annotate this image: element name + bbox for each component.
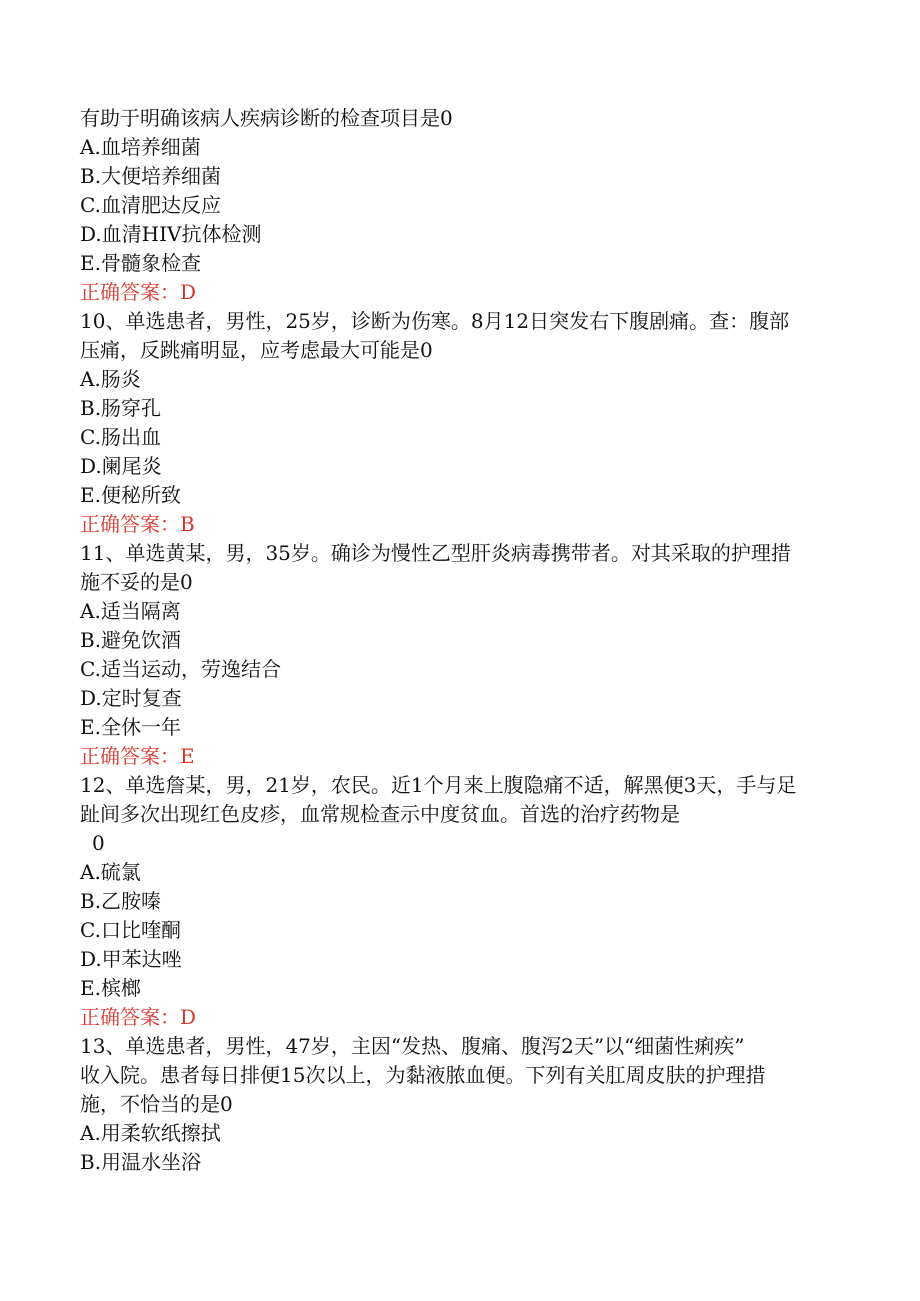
option-a: A.适当隔离 — [80, 599, 181, 623]
question-11-text: 11、单选黄某，男，35岁。确诊为慢性乙型肝炎病毒携带者。对其采取的护理措 — [80, 541, 791, 565]
correct-answer: 正确答案：D — [80, 280, 197, 304]
question-10-text-cont: 压痛，反跳痛明显，应考虑最大可能是0 — [80, 338, 433, 362]
question-11-text-cont: 施不妥的是0 — [80, 570, 193, 594]
question-12-text: 12、单选詹某，男，21岁，农民。近1个月来上腹隐痛不适，解黑便3天，手与足 — [80, 773, 797, 797]
option-d: D.阑尾炎 — [80, 454, 162, 478]
option-a: A.血培养细菌 — [80, 135, 201, 159]
question-13-text-cont: 收入院。患者每日排便15次以上，为黏液脓血便。下列有关肛周皮肤的护理措 — [80, 1063, 766, 1087]
option-a: A.用柔软纸擦拭 — [80, 1121, 221, 1145]
question-text: 有助于明确该病人疾病诊断的检查项目是0 — [80, 106, 453, 130]
correct-answer: 正确答案：D — [80, 1005, 197, 1029]
option-a: A.肠炎 — [80, 367, 141, 391]
option-e: E.骨髓象检查 — [80, 251, 201, 275]
option-b: B.用温水坐浴 — [80, 1150, 202, 1174]
option-c: C.适当运动，劳逸结合 — [80, 657, 281, 681]
option-e: E.全休一年 — [80, 715, 181, 739]
option-d: D.血清HIV抗体检测 — [80, 222, 262, 246]
option-a: A.硫氯 — [80, 860, 141, 884]
question-13-text-end: 施，不恰当的是0 — [80, 1092, 233, 1116]
question-10-text: 10、单选患者，男性，25岁，诊断为伤寒。8月12日突发右下腹剧痛。查：腹部 — [80, 309, 790, 333]
option-b: B.避免饮酒 — [80, 628, 182, 652]
question-12-text-cont: 趾间多次出现红色皮疹，血常规检查示中度贫血。首选的治疗药物是 — [80, 802, 680, 826]
option-b: B.肠穿孔 — [80, 396, 162, 420]
question-13-text: 13、单选患者，男性，47岁，主因“发热、腹痛、腹泻2天”以“细菌性痢疾” — [80, 1034, 745, 1058]
option-b: B.乙胺嗪 — [80, 889, 162, 913]
correct-answer: 正确答案：B — [80, 512, 195, 536]
option-b: B.大便培养细菌 — [80, 164, 222, 188]
question-12-text-end: 0 — [92, 831, 105, 855]
option-e: E.槟榔 — [80, 976, 141, 1000]
option-c: C.肠出血 — [80, 425, 161, 449]
document-page — [80, 104, 840, 1177]
correct-answer: 正确答案：E — [80, 744, 195, 768]
option-c: C.口比喹酮 — [80, 918, 181, 942]
option-e: E.便秘所致 — [80, 483, 181, 507]
option-d: D.甲苯达唑 — [80, 947, 182, 971]
option-c: C.血清肥达反应 — [80, 193, 221, 217]
option-d: D.定时复查 — [80, 686, 182, 710]
